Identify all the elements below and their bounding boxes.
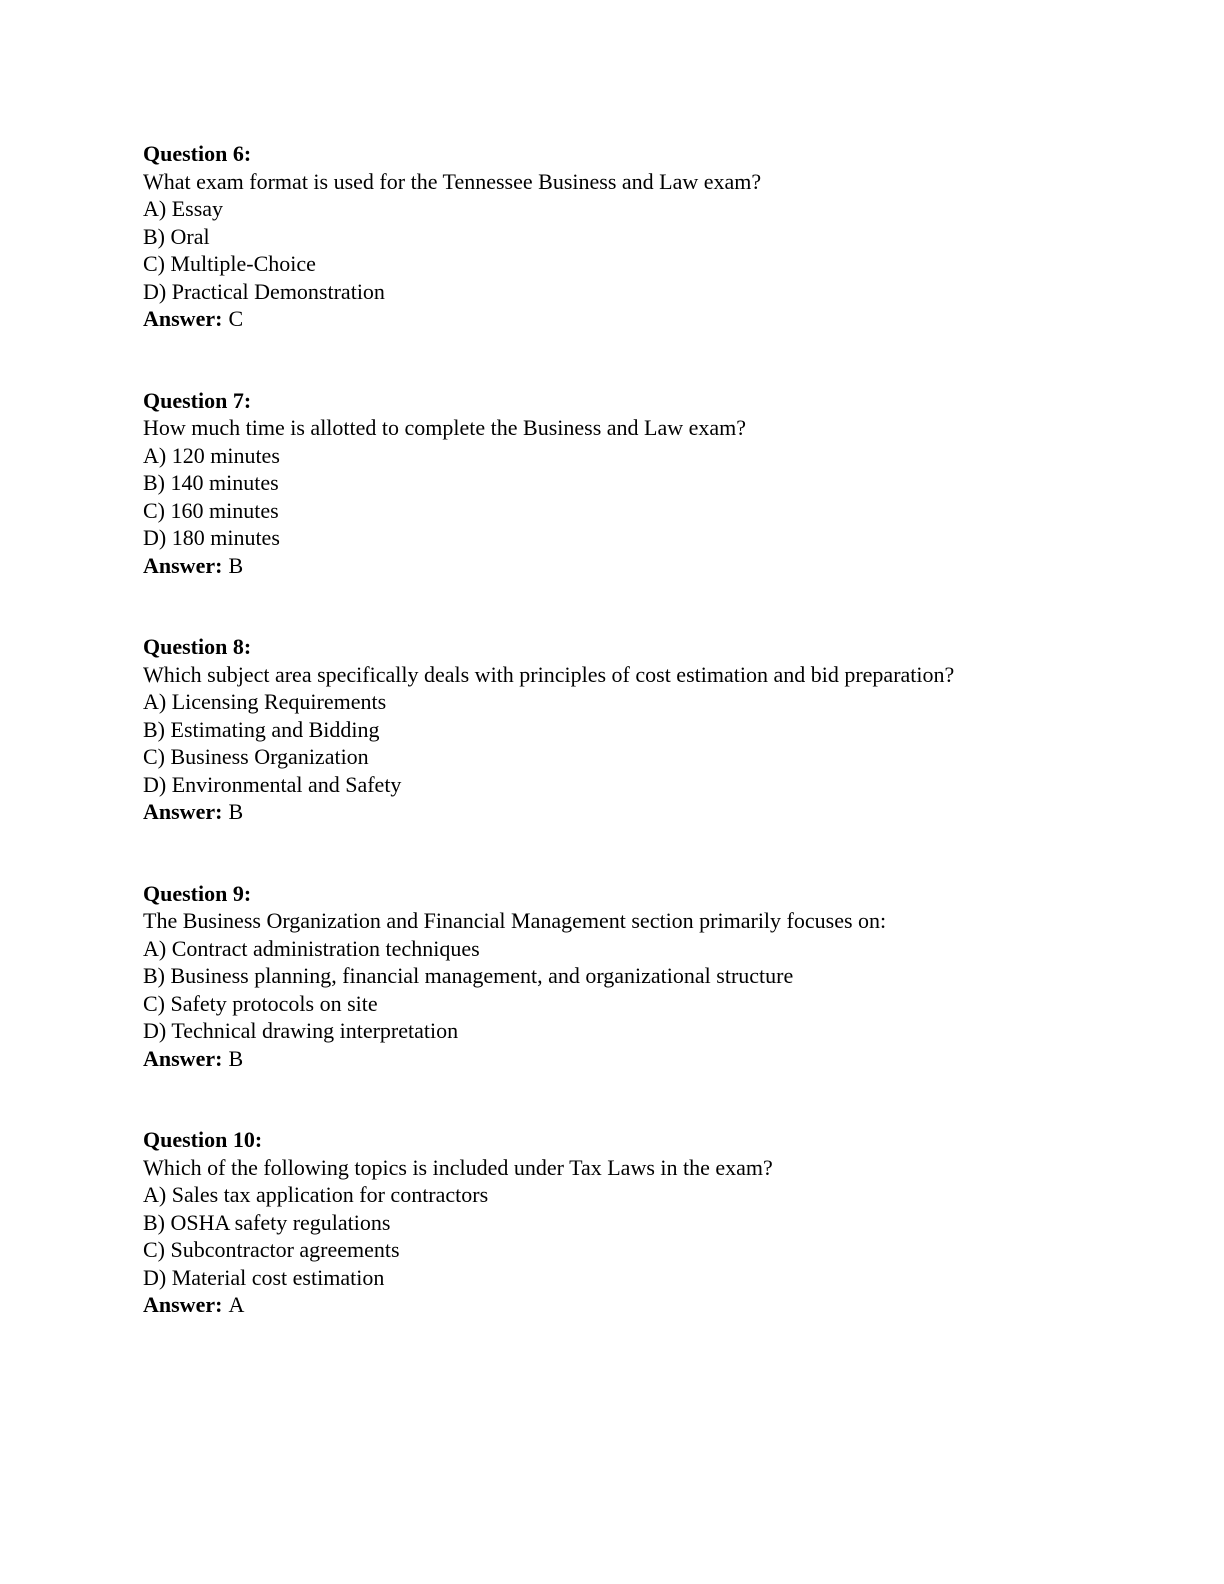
question-text: How much time is allotted to complete the Business and Law exam? [143,415,747,440]
answer-line [143,798,1093,826]
option-d: D) Practical Demonstration [143,278,385,304]
option-d: D) Environmental and Safety [143,771,402,797]
question-heading: Question 10: [143,1127,263,1152]
answer-line [143,1291,1093,1319]
question-block-9 [143,880,1093,1073]
answer-line [143,305,1093,333]
question-text: What exam format is used for the Tennessee Business and Law exam? [143,168,762,194]
question-block-6 [143,140,1093,333]
option-a: A) Essay [143,196,224,221]
question-text: Which of the following topics is included under Tax Laws in the exam? [143,1154,773,1180]
answer-value: B [228,1045,244,1071]
option-c: C) Subcontractor agreements [143,1237,400,1262]
option-b: B) 140 minutes [143,470,279,495]
answer-label: Answer: [143,1292,223,1317]
answer-label: Answer: [143,552,223,578]
answer-label: Answer: [143,306,223,331]
question-heading: Question 6: [143,141,252,166]
question-block-7 [143,387,1093,580]
answer-value: A [228,1292,245,1317]
option-c: C) Multiple-Choice [143,251,316,276]
option-a: A) Licensing Requirements [143,689,387,714]
answer-label: Answer: [143,799,223,824]
document-page [143,140,1093,1373]
answer-value: C [228,306,244,331]
question-text: The Business Organization and Financial Management section primarily focuses on: [143,908,887,933]
option-c: C) Safety protocols on site [143,990,378,1016]
question-block-8 [143,633,1093,826]
option-b: B) Business planning, financial management, and organizational structure [143,963,794,988]
answer-line [143,552,1093,580]
answer-label: Answer: [143,1045,223,1071]
option-d: D) Material cost estimation [143,1264,385,1290]
option-a: A) 120 minutes [143,442,280,468]
option-a: A) Sales tax application for contractors [143,1182,489,1207]
option-c: C) Business Organization [143,744,369,769]
option-d: D) 180 minutes [143,525,280,550]
option-b: B) Oral [143,223,210,249]
question-block-10 [143,1126,1093,1319]
option-b: B) OSHA safety regulations [143,1209,391,1235]
answer-line [143,1045,1093,1073]
question-heading: Question 9: [143,880,252,906]
option-a: A) Contract administration techniques [143,935,480,961]
answer-value: B [228,552,244,578]
question-heading: Question 7: [143,387,252,413]
question-text: Which subject area specifically deals with principles of cost estimation and bid preparation? [143,661,955,687]
option-c: C) 160 minutes [143,497,279,523]
option-d: D) Technical drawing interpretation [143,1018,459,1043]
question-heading: Question 8: [143,634,252,659]
option-b: B) Estimating and Bidding [143,716,380,742]
answer-value: B [228,799,244,824]
